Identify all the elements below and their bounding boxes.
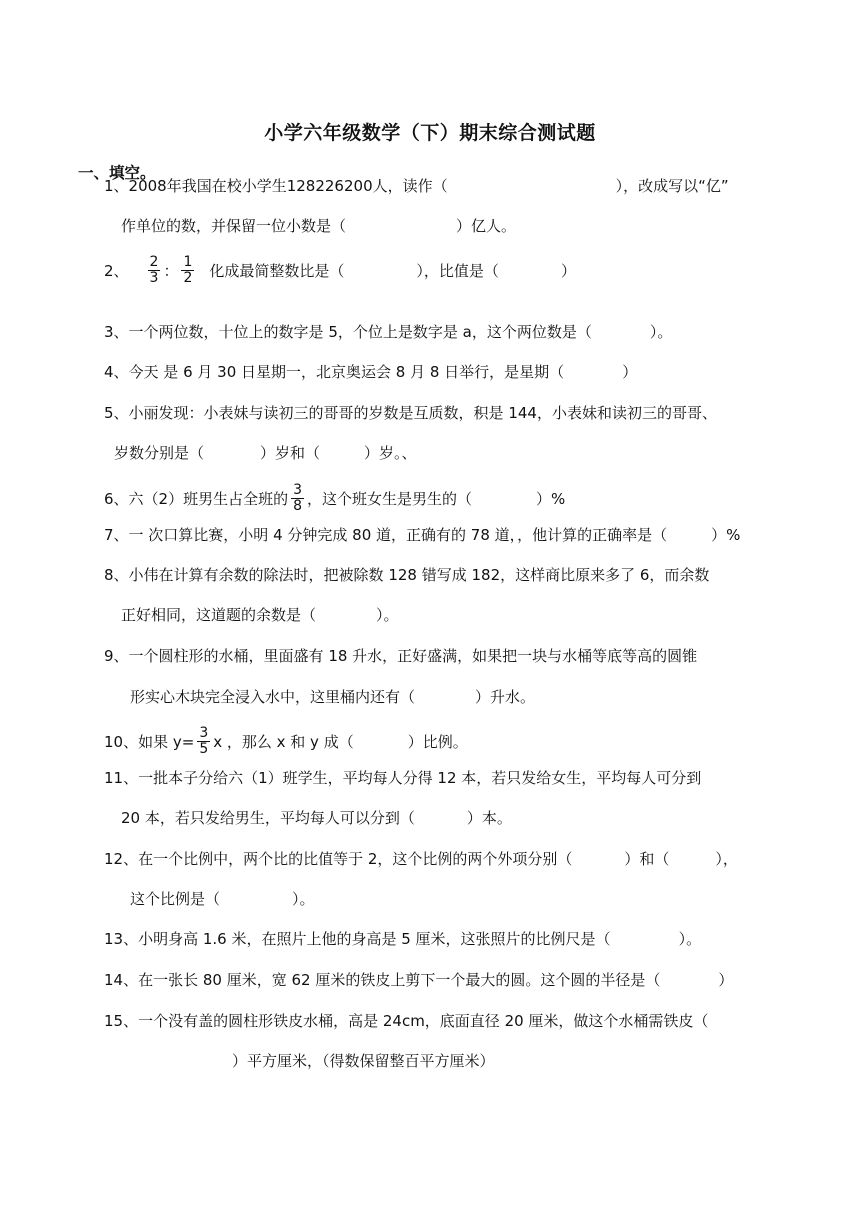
q12-text-d: 这个比例是（: [130, 890, 221, 908]
q13-text-a: 13、小明身高 1.6 米，在照片上他的身高是 5 厘米，这张照片的比例尺是（: [104, 930, 611, 948]
q14-text-a: 14、在一张长 80 厘米，宽 62 厘米的铁皮上剪下一个最大的圆。这个圆的半径是（: [104, 971, 661, 989]
q5-text-b: 岁数分别是（: [114, 444, 205, 462]
q12-text-b: ）和（: [624, 850, 670, 868]
question-9-line-1: [104, 646, 697, 666]
q11-text-a: 11、一批本子分给六（1）班学生，平均每人分得 12 本，若只发给女生，平均每人可分到: [104, 769, 702, 787]
q2-text-c: ）: [560, 262, 576, 280]
q5-text-c: ）岁和（: [260, 444, 321, 462]
q9-text-c: ）升水。: [475, 688, 536, 706]
q11-text-c: ）本。: [466, 809, 512, 827]
q11-text-b: 20 本，若只发给男生，平均每人可以分到（: [121, 809, 415, 827]
question-1-line-2: [121, 216, 516, 236]
q6-text-c: ）%: [536, 490, 566, 508]
question-2: [104, 254, 576, 286]
q5-text-d: ）岁。、: [364, 444, 417, 462]
question-3: [104, 322, 672, 342]
question-12-line-2: [130, 889, 315, 909]
q15-text-a: 15、一个没有盖的圆柱形铁皮水桶，高是 24cm，底面直径 20 厘米，做这个水桶需铁皮（: [104, 1012, 709, 1030]
question-14: [104, 970, 733, 990]
question-11-line-1: [104, 768, 701, 788]
question-11-line-2: [121, 808, 512, 828]
q8-text-a: 8、小伟在计算有余数的除法时，把被除数 128 错写成 182，这样商比原来多了 6，而余数: [104, 566, 710, 584]
section-heading-fill-blank: 一、填空。: [78, 164, 156, 182]
q1-text-b: ），改成写以“亿”: [615, 177, 729, 195]
question-1-line-1: [104, 176, 729, 196]
question-7: [104, 525, 740, 545]
q10-text-a: 10、如果 y=: [104, 733, 195, 751]
q10-text-c: ）比例。: [407, 733, 468, 751]
q2-colon: ：: [163, 262, 179, 280]
q12-text-e: ）。: [292, 890, 315, 908]
q12-text-a: 12、在一个比例中，两个比的比值等于 2，这个比例的两个外项分别（: [104, 850, 573, 868]
question-10: [104, 725, 468, 757]
q9-text-a: 9、一个圆柱形的水桶，里面盛有 18 升水，正好盛满，如果把一块与水桶等底等高的圆锥: [104, 647, 698, 665]
q5-text-a: 5、小丽发现：小表妹与读初三的哥哥的岁数是互质数，积是 144，小表妹和读初三的哥哥、: [104, 404, 717, 422]
q10-text-b: x ，那么 x 和 y 成（: [213, 733, 354, 751]
q1-text-d: ）亿人。: [456, 217, 517, 235]
q4-text-b: ）: [622, 363, 638, 381]
q13-text-b: ）。: [678, 930, 702, 948]
question-15-line-1: [104, 1011, 708, 1031]
q6-text-a: 6、六（2）班男生占全班的: [104, 490, 289, 508]
q15-text-b: ）平方厘米，（得数保留整百平方厘米）: [232, 1052, 495, 1070]
q6-text-b: ，这个班女生是男生的（: [307, 490, 473, 508]
q2-fraction-1: $\frac{2}{3}$: [149, 254, 159, 286]
q2-text-a: 化成最简整数比是（: [209, 262, 345, 280]
q1-text-c: 作单位的数，并保留一位小数是（: [121, 217, 347, 235]
q3-text-a: 3、一个两位数，十位上的数字是 5，个位上是数字是 a，这个两位数是（: [104, 323, 592, 341]
q4-text-a: 4、今天 是 6 月 30 日星期一，北京奥运会 8 月 8 日举行，是星期（: [104, 363, 565, 381]
q9-text-b: 形实心木块完全浸入水中，这里桶内还有（: [130, 688, 416, 706]
q8-text-b: 正好相同，这道题的余数是（: [121, 606, 317, 624]
q14-text-b: ）: [718, 971, 734, 989]
q12-text-c: ），: [715, 850, 738, 868]
question-6: [104, 482, 566, 514]
q2-text-b: ），比值是（: [416, 262, 499, 280]
question-5-line-1: [104, 403, 717, 423]
q8-text-c: ）。: [376, 606, 399, 624]
q2-fraction-2: $\frac{1}{2}$: [183, 254, 193, 286]
q1-text-a: 1、2008年我国在校小学生128226200人，读作（: [104, 177, 448, 195]
page-title: 小学六年级数学（下）期末综合测试题: [264, 122, 596, 144]
q3-text-b: ）。: [649, 323, 673, 341]
q7-text-a: 7、一 次口算比赛，小明 4 分钟完成 80 道，正确有的 78 道，，他计算的正确率是（: [104, 526, 668, 544]
question-8-line-1: [104, 565, 709, 585]
question-12-line-1: [104, 849, 738, 869]
question-4: [104, 362, 637, 382]
question-15-line-2: [232, 1051, 495, 1071]
question-9-line-2: [130, 687, 535, 707]
question-5-line-2: [114, 443, 417, 463]
q2-number: 2、: [104, 262, 129, 280]
q6-fraction: $\frac{3}{8}$: [293, 482, 303, 514]
question-13: [104, 929, 701, 949]
question-8-line-2: [121, 605, 399, 625]
q10-fraction: $\frac{3}{5}$: [199, 725, 209, 757]
q7-text-b: ）%: [711, 526, 741, 544]
